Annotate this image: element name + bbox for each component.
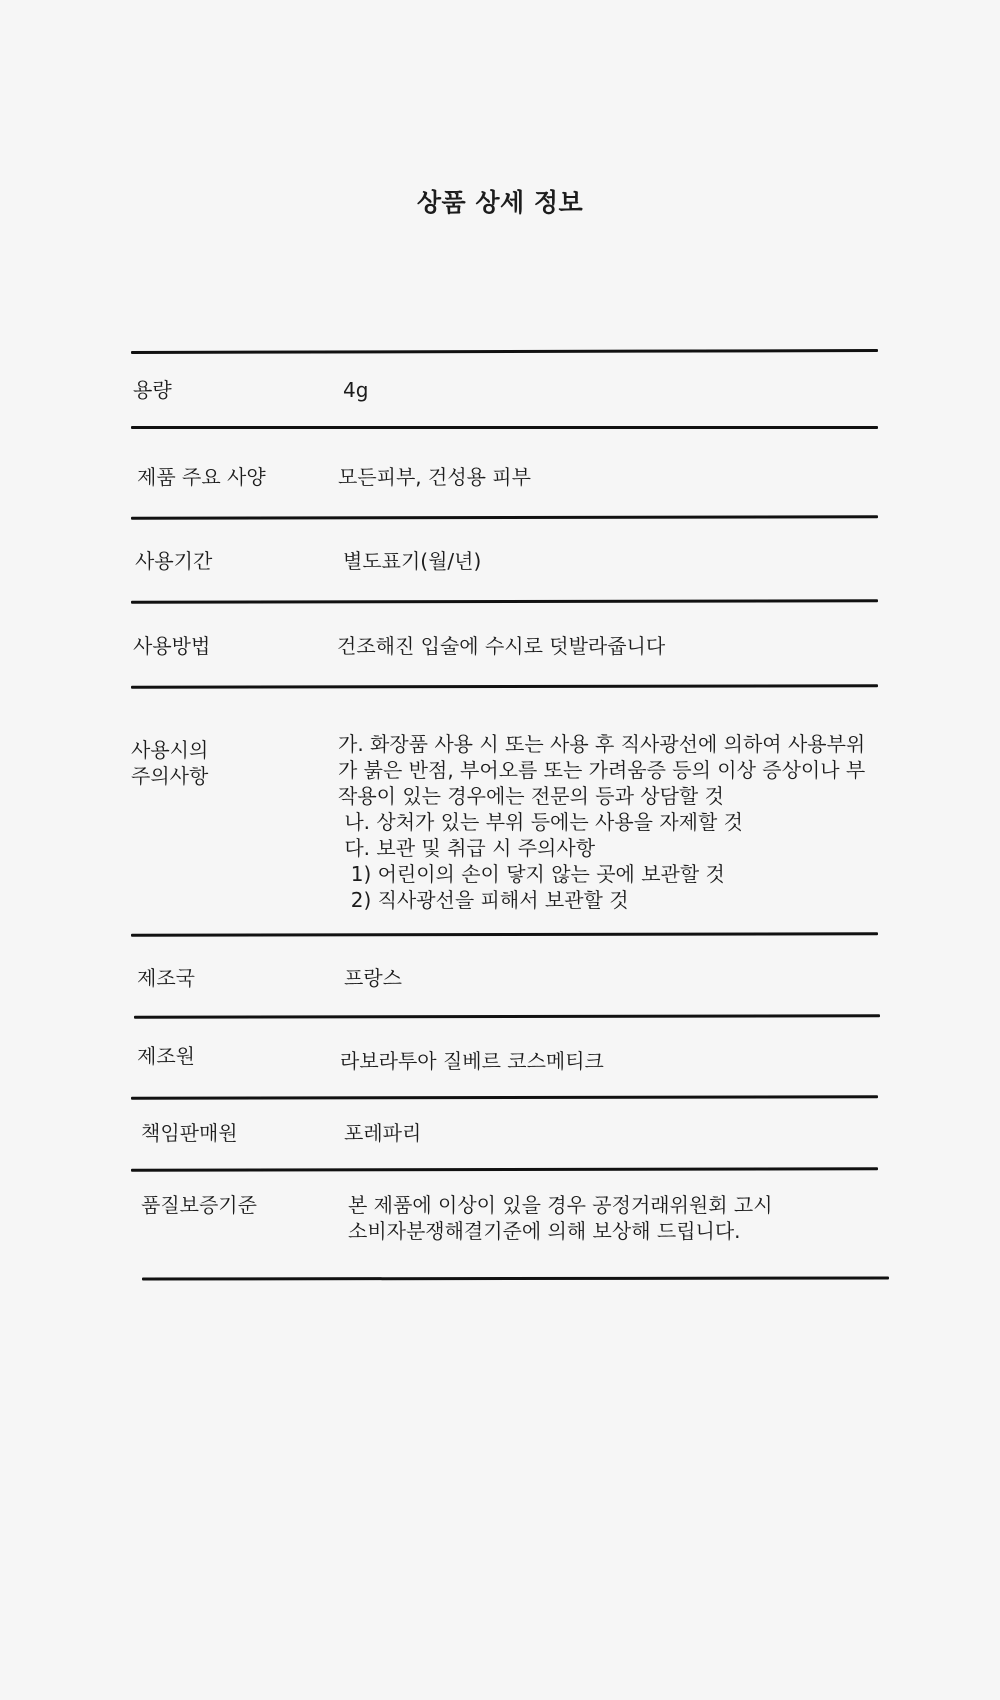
spec-value-how-to-use: 건조해진 입술에 수시로 덧발라줍니다: [337, 634, 666, 658]
spec-label-manufacturer: 제조원: [137, 1044, 195, 1068]
spec-label-volume: 용량: [133, 378, 172, 402]
spec-label-usage-period: 사용기간: [135, 549, 213, 573]
spec-value-volume: 4g: [343, 378, 369, 402]
spec-label-precautions: 사용시의 주의사항: [131, 738, 209, 788]
spec-label-quality-guarantee: 품질보증기준: [141, 1193, 257, 1217]
divider: [131, 932, 878, 937]
spec-value-distributor: 포레파리: [344, 1121, 422, 1145]
divider: [131, 1167, 878, 1172]
divider: [131, 426, 878, 429]
divider: [134, 1014, 880, 1019]
spec-label-country: 제조국: [137, 966, 195, 990]
spec-value-precautions: 가. 화장품 사용 시 또는 사용 후 직사광선에 의하여 사용부위 가 붉은 반점, 부어오름 또는 가려움증 등의 이상 증상이나 부 작용이 있는 경우에는 전문의 등과 상담할 것 나. 상처가 있는 부위 등에는 사용을 자제할 것 다. 보관 및 취급 시 주의사항 1) 어린이의 손이 닿지 않는 곳에 보관할 것 2) 직사광선을 피해서 보관할 것: [338, 732, 866, 912]
divider: [131, 515, 878, 520]
divider: [131, 684, 878, 689]
divider: [131, 599, 878, 604]
spec-value-manufacturer: 라보라투아 질베르 코스메티크: [340, 1049, 604, 1073]
divider: [131, 1095, 878, 1100]
spec-value-usage-period: 별도표기(월/년): [343, 549, 482, 573]
divider: [131, 349, 878, 354]
divider: [142, 1276, 889, 1280]
spec-value-country: 프랑스: [344, 966, 402, 990]
spec-label-main-spec: 제품 주요 사양: [137, 465, 266, 489]
spec-value-main-spec: 모든피부, 건성용 피부: [338, 465, 531, 489]
page-title: 상품 상세 정보: [416, 188, 584, 217]
spec-value-quality-guarantee: 본 제품에 이상이 있을 경우 공정거래위원회 고시 소비자분쟁해결기준에 의해 보상해 드립니다.: [348, 1193, 773, 1243]
spec-label-how-to-use: 사용방법: [133, 634, 211, 658]
spec-label-distributor: 책임판매원: [141, 1121, 238, 1145]
